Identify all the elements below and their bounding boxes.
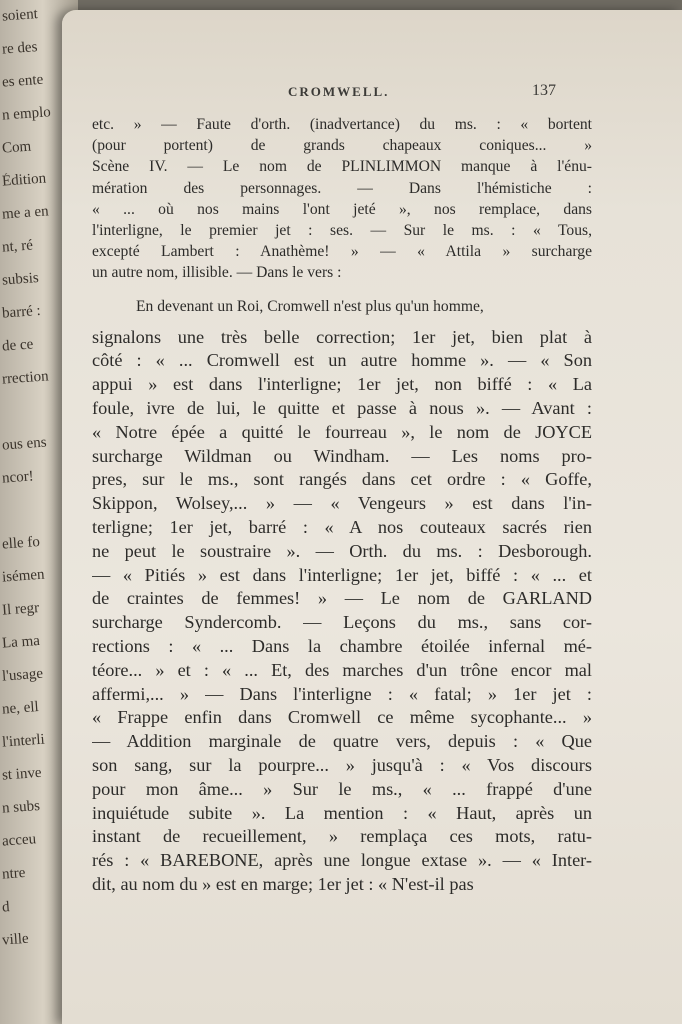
page-number: 137 <box>532 82 556 99</box>
text-line: excepté Lambert : Anathème! » — « Attila » surcharge <box>92 243 592 261</box>
left-page-fragment: rrection <box>1 368 50 388</box>
text-line: rés : « BAREBONE, après une longue extase ». — « Inter- <box>92 850 592 871</box>
text-line: surcharge Wildman ou Windham. — Les noms pro- <box>92 445 592 466</box>
text-line: pres, sur le ms., sont rangés dans cet ordre : « Goffe, <box>92 469 592 490</box>
text-line: « Frappe enfin dans Cromwell ce même sycophante... » <box>92 707 592 728</box>
text-line: « Notre épée a quitté le fourreau », le nom de JOYCE <box>92 421 592 442</box>
left-page-fragment: ne, ell <box>1 699 40 718</box>
text-line: appui » est dans l'interligne; 1er jet, non biffé : « La <box>92 374 592 395</box>
left-page-fragment: n subs <box>1 797 41 817</box>
left-page-fragment: subsis <box>1 270 40 289</box>
left-page-fragment: nt, ré <box>1 237 34 256</box>
text-line: un autre nom, illisible. — Dans le vers : <box>92 264 342 282</box>
left-page-fragment: Com <box>1 138 32 157</box>
text-line: « ... où nos mains l'ont jeté », nos remplace, dans <box>92 200 592 218</box>
text-line: Scène IV. — Le nom de PLINLIMMON manque à l'énu- <box>92 158 592 176</box>
text-line: — « Pitiés » est dans l'interligne; 1er jet, biffé : « ... et <box>92 564 592 585</box>
left-page-fragment: isémen <box>1 566 46 586</box>
page-header <box>62 82 682 106</box>
left-page-fragment: Il regr <box>1 600 40 619</box>
text-line: rections : « ... Dans la chambre étoilée infernal mé- <box>92 635 592 656</box>
text-line: son sang, sur la pourpre... » jusqu'à : « Vos discours <box>92 754 592 775</box>
text-line: surcharge Syndercomb. — Leçons du ms., sans cor- <box>92 612 592 633</box>
text-line: (pour portent) de grands chapeaux coniques... » <box>92 137 592 155</box>
left-page-fragment: l'usage <box>1 665 44 685</box>
left-page-fragment: ville <box>1 930 30 949</box>
book-page <box>62 10 682 1024</box>
left-page-fragment: l'interli <box>1 731 46 751</box>
left-page-fragment: d <box>1 899 11 916</box>
text-line: côté : « ... Cromwell est un autre homme ». — « Son <box>92 350 592 371</box>
left-page-fragment: de ce <box>1 336 34 355</box>
left-page-fragment: st inve <box>1 764 43 784</box>
text-line: — Addition marginale de quatre vers, depuis : « Que <box>92 731 592 752</box>
text-line: instant de recueillement, » remplaça ces mots, ratu- <box>92 826 592 847</box>
text-line: de craintes de femmes! » — Le nom de GARLAND <box>92 588 592 609</box>
text-line: dit, au nom du » est en marge; 1er jet : « N'est-il pas <box>92 873 474 894</box>
left-page-fragment: me a en <box>1 203 50 223</box>
verse-quote: En devenant un Roi, Cromwell n'est plus qu'un homme, <box>136 297 484 315</box>
left-page-fragment: La ma <box>1 632 41 652</box>
text-line: mération des personnages. — Dans l'hémistiche : <box>92 179 592 197</box>
text-line: ne peut le soustraire ». — Orth. du ms. : Desborough. <box>92 540 592 561</box>
text-line: inquiétude subite ». La mention : « Haut, après un <box>92 802 592 823</box>
text-line: Skippon, Wolsey,... » — « Vengeurs » est dans l'in- <box>92 493 592 514</box>
text-line: affermi,... » — Dans l'interligne : « fatal; » 1er jet : <box>92 683 592 704</box>
running-title: CROMWELL. <box>288 84 390 99</box>
text-line: terligne; 1er jet, barré : « A nos couteaux sacrés rien <box>92 517 592 537</box>
left-page-fragment: Édition <box>1 170 47 190</box>
left-page-fragment: n emplo <box>1 104 52 124</box>
left-page-fragment: re des <box>1 39 38 58</box>
paragraph-main <box>92 326 592 897</box>
text-line: signalons une très belle correction; 1er jet, bien plat à <box>92 326 592 347</box>
text-line: foule, ivre de lui, le quitte et passe à nous ». — Avant : <box>92 398 592 419</box>
left-page-fragment: ntre <box>1 864 26 883</box>
left-page-fragment: elle fo <box>1 533 41 553</box>
left-page-fragment: barré : <box>1 302 42 322</box>
text-line: téore... » et : « ... Et, des marches d'un trône encor mal <box>92 659 592 680</box>
left-page-fragment: ncor! <box>1 468 35 487</box>
text-line: etc. » — Faute d'orth. (inadvertance) du ms. : « bortent <box>92 116 592 133</box>
text-line: l'interligne, le premier jet : ses. — Sur le ms. : « Tous, <box>92 222 592 240</box>
left-page-fragment: es ente <box>1 71 44 91</box>
left-page-fragment: ous ens <box>1 434 48 454</box>
page-body <box>92 114 592 897</box>
paragraph-notes <box>92 114 592 284</box>
left-page-fragment: soient <box>1 6 39 25</box>
text-line: pour mon âme... » Sur le ms., « ... frappé d'une <box>92 778 592 799</box>
left-page-fragment: acceu <box>1 831 37 850</box>
